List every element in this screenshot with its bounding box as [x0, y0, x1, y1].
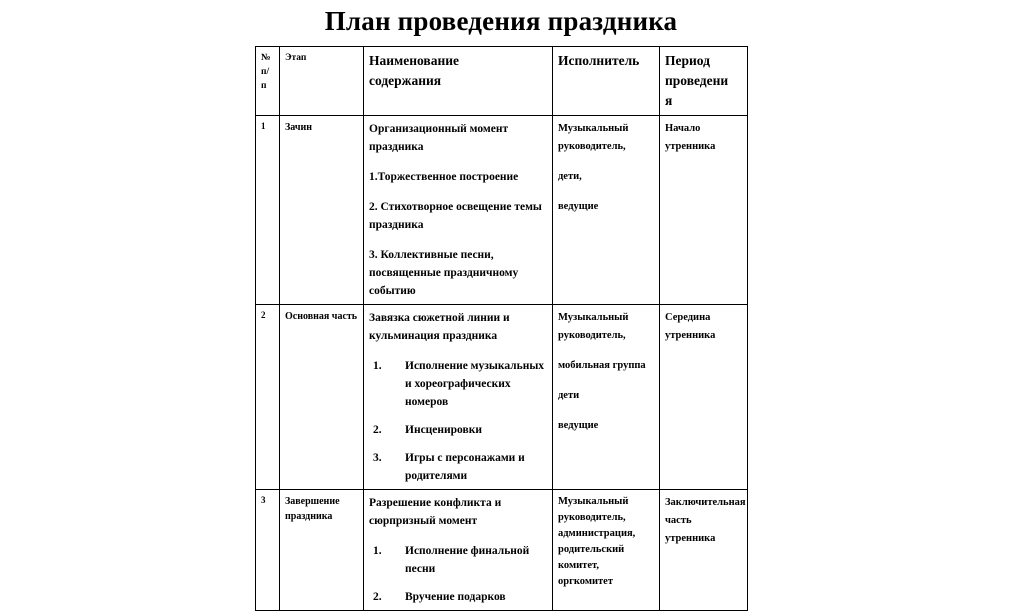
column-header-period-line1: Период: [665, 53, 710, 68]
row-number: 2: [256, 305, 280, 490]
performer-item: Музыкальный руководитель,: [558, 312, 629, 341]
list-item-text: Вручение подарков: [405, 591, 506, 603]
table-row: [256, 116, 748, 305]
list-marker: 1.: [373, 545, 382, 557]
content-heading: Завязка сюжетной линии и кульминация праздника: [369, 312, 510, 342]
performer-item: ведущие: [558, 420, 599, 431]
list-marker: 1.: [373, 360, 382, 372]
page-title: План проведения праздника: [324, 6, 678, 36]
list-item-text: Исполнение финальной песни: [405, 545, 530, 575]
row-period: Заключительная часть утренника: [660, 490, 748, 611]
column-header-number: [256, 47, 280, 116]
row-content: [364, 305, 553, 490]
list-marker: 2.: [373, 424, 382, 436]
performer-item: дети,: [558, 171, 582, 182]
content-item: 3. Коллективные песни, посвященные праздничному событию: [369, 249, 519, 297]
list-item: [369, 542, 547, 578]
content-numbered-list: [369, 542, 547, 606]
performer-item: мобильная группа: [558, 360, 646, 371]
column-header-number-line2: п/: [261, 67, 270, 77]
row-content: [364, 490, 553, 611]
row-number: 3: [256, 490, 280, 611]
column-header-content-line1: Наименование: [369, 53, 459, 68]
column-header-content: [364, 47, 553, 116]
list-item: [369, 421, 547, 439]
content-item: 1.Торжественное построение: [369, 171, 519, 183]
performer-item: дети: [558, 390, 580, 401]
row-stage: Зачин: [280, 116, 364, 305]
list-item-text: Инсценировки: [405, 424, 482, 436]
column-header-number-line3: п: [261, 81, 267, 91]
list-item: [369, 588, 547, 606]
list-item-text: Исполнение музыкальных и хореографических номеров: [405, 360, 545, 408]
row-number: 1: [256, 116, 280, 305]
column-header-period: [660, 47, 748, 116]
column-header-period-line2: проведени: [665, 73, 729, 88]
content-numbered-list: [369, 357, 547, 485]
performer-item: ведущие: [558, 201, 599, 212]
plan-table: [255, 46, 748, 611]
list-marker: 3.: [373, 452, 382, 464]
row-performer: [553, 116, 660, 305]
row-performer: [553, 490, 660, 611]
performer-block: Музыкальный руководитель, администрация, родительский комитет, оргкомитет: [558, 496, 636, 587]
table-header-row: [256, 47, 748, 116]
list-item-text: Игры с персонажами и родителями: [405, 452, 525, 482]
list-item: [369, 357, 547, 411]
column-header-content-line2: содержания: [369, 73, 442, 88]
column-header-performer: Исполнитель: [553, 47, 660, 116]
table-row: [256, 305, 748, 490]
table-row: [256, 490, 748, 611]
row-period: Середина утренника: [660, 305, 748, 490]
row-stage: Основная часть: [280, 305, 364, 490]
row-performer: [553, 305, 660, 490]
content-heading: Организационный момент праздника: [369, 123, 509, 153]
content-heading: Разрешение конфликта и сюрпризный момент: [369, 497, 502, 527]
column-header-stage: Этап: [280, 47, 364, 116]
list-item: [369, 449, 547, 485]
performer-item: Музыкальный руководитель,: [558, 123, 629, 152]
list-marker: 2.: [373, 591, 382, 603]
row-content: [364, 116, 553, 305]
row-stage: Завершение праздника: [280, 490, 364, 611]
column-header-number-line1: №: [261, 53, 271, 63]
content-item: 2. Стихотворное освещение темы праздника: [369, 201, 542, 231]
row-period: Начало утренника: [660, 116, 748, 305]
column-header-period-line3: я: [665, 93, 673, 108]
